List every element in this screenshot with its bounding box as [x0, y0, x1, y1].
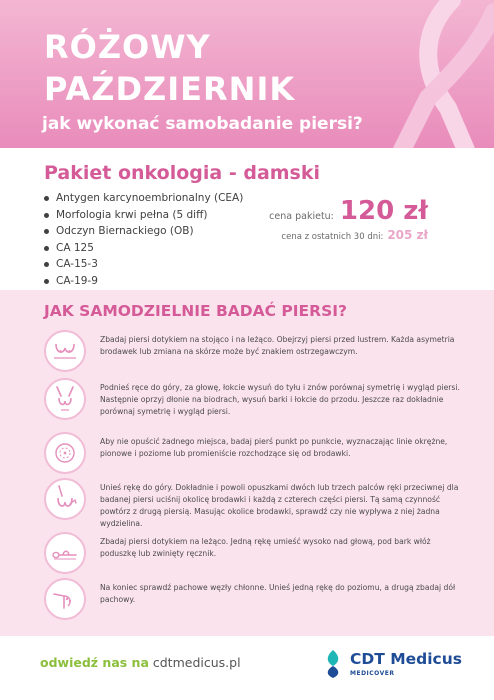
lying-exam-icon: [44, 532, 86, 574]
last30-label: cena z ostatnich 30 dni:: [281, 232, 384, 242]
page-subtitle: jak wykonać samobadanie piersi?: [42, 114, 363, 134]
list-item: Antygen karcynoembrionalny (CEA): [44, 190, 243, 207]
armpit-lymph-icon: [44, 578, 86, 620]
last30-value: 205 zł: [387, 228, 428, 242]
package-price: [269, 196, 428, 226]
last30-price: [281, 228, 428, 242]
header-banner: [0, 0, 494, 148]
brand-logo: [320, 648, 470, 680]
step-text: Aby nie opuścić żadnego miejsca, badaj pierś punkt po punkcie, wyznaczając linie okrężne, pionowe i poziome lub promieniście rozchodzące się od brodawki.: [100, 437, 448, 458]
list-item: Odczyn Biernackiego (OB): [44, 223, 243, 240]
step-text: Unieś rękę do góry. Dokładnie i powoli opuszkami dwóch lub trzech palców ręki przeciwnej dla badanej piersi uciśnij okolicę brodawki i każdą z czterech części piersi. Tą samą czynność powtórz z drugą piersią. Masując okolice brodawki, sprawdź czy nie wypływa z niej żadna wydzielina.: [100, 483, 459, 528]
package-title: Pakiet onkologia - damski: [44, 162, 321, 184]
logo-name: CDT Medicus: [350, 650, 463, 668]
page-title-line1: RÓŻOWY: [44, 28, 211, 66]
section-title: JAK SAMODZIELNIE BADAĆ PIERSI?: [44, 302, 348, 320]
package-list: [44, 190, 243, 290]
list-item: CA-15-3: [44, 256, 243, 273]
list-item: CA 125: [44, 240, 243, 257]
list-item: Morfologia krwi pełna (5 diff): [44, 207, 243, 224]
step-text: Zbadaj piersi dotykiem na leżąco. Jedną rękę umieść wysoko nad głową, pod bark włóż poduszkę lub zwinięty ręcznik.: [100, 537, 431, 558]
price-label: cena pakietu:: [269, 211, 334, 222]
step-text: Zbadaj piersi dotykiem na stojąco i na leżąco. Obejrzyj piersi przed lustrem. Każda asymetria brodawek lub zmiana na skórze może być znakiem ostrzegawczym.: [100, 335, 455, 356]
arms-raised-icon: [44, 378, 86, 420]
hand-raised-exam-icon: [44, 478, 86, 520]
breast-palpation-icon: [44, 432, 86, 474]
website-link[interactable]: cdtmedicus.pl: [152, 655, 241, 670]
page-title-line2: PAŹDZIERNIK: [44, 70, 296, 108]
cdt-logo-icon: [320, 648, 346, 680]
pink-ribbon-icon: [344, 0, 494, 148]
step-text: Podnieś ręce do góry, za głowę, łokcie wysuń do tyłu i znów porównaj symetrię i wygląd piersi. Następnie oprzyj dłonie na biodrach, wysuń barki i łokcie do przodu. Jeszcze raz dokładnie porównaj symetrię i wygląd piersi.: [100, 383, 460, 416]
logo-sub: MEDICOVER: [350, 670, 395, 677]
step-text: Na koniec sprawdź pachowe węzły chłonne. Unieś jedną rękę do poziomu, a drugą zbadaj dół pachowy.: [100, 583, 456, 604]
mirror-breasts-icon: [44, 330, 86, 372]
list-item: CA-19-9: [44, 273, 243, 290]
visit-line: [40, 655, 241, 670]
visit-prefix: odwiedź nas na: [40, 655, 149, 670]
price-value: 120 zł: [339, 196, 428, 226]
